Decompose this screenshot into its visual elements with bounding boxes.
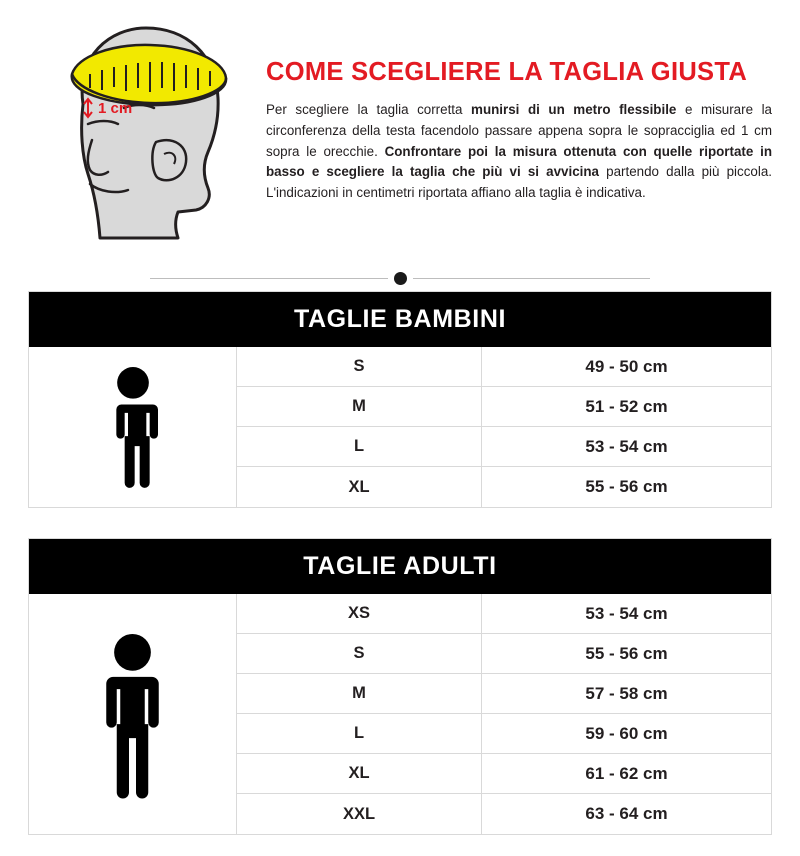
divider-line-left (150, 278, 388, 279)
intro-paragraph: Per scegliere la taglia corretta munirsi di un metro flessibile e misurare la circonferenza della testa facendolo passare appena sopra le sopracciglia ed 1 cm sopra le orecchie. Confrontare poi la misura ottenuta con quelle riportate in basso e scegliere la taglia che più vi si avvicina partendo dalla più piccola. L'indicazioni in centimetri riportata affiano alla taglia è indicativa. (266, 102, 773, 201)
size-label: S (237, 347, 482, 386)
table-row (237, 714, 771, 754)
size-measure: 53 - 54 cm (585, 603, 668, 623)
table-kids-body (29, 347, 771, 507)
intro-text-block (258, 8, 772, 247)
intro-section (0, 0, 800, 247)
divider-dot (394, 272, 407, 285)
size-label: XL (237, 467, 482, 507)
table-row (237, 347, 771, 387)
size-label: M (237, 674, 482, 713)
table-row (237, 387, 771, 427)
table-kids-title: TAGLIE BAMBINI (29, 292, 771, 347)
size-label: XXL (237, 794, 482, 834)
size-measure: 63 - 64 cm (585, 804, 668, 823)
table-row (237, 594, 771, 634)
table-adults-body (29, 594, 771, 834)
head-measurement-illustration (28, 8, 258, 247)
size-label: S (237, 634, 482, 673)
illustration-label: 1 cm (98, 100, 133, 117)
size-measure: 55 - 56 cm (585, 643, 668, 663)
table-adults-title: TAGLIE ADULTI (29, 539, 771, 594)
size-measure: 49 - 50 cm (585, 356, 668, 376)
size-measure: 57 - 58 cm (585, 683, 668, 703)
page-title: COME SCEGLIERE LA TAGLIA GIUSTA (266, 58, 748, 86)
table-kids-rows (237, 347, 771, 507)
table-row (237, 674, 771, 714)
child-figure-icon (29, 347, 237, 507)
size-measure: 55 - 56 cm (585, 477, 668, 496)
table-kids (28, 291, 772, 508)
size-label: L (237, 427, 482, 466)
size-label: L (237, 714, 482, 753)
section-divider (150, 265, 650, 291)
divider-line-right (413, 278, 651, 279)
size-measure: 59 - 60 cm (585, 723, 668, 743)
table-adults-rows (237, 594, 771, 834)
size-measure: 53 - 54 cm (585, 436, 668, 456)
size-label: XL (237, 754, 482, 793)
size-measure: 61 - 62 cm (585, 763, 668, 783)
table-row (237, 427, 771, 467)
table-adults (28, 538, 772, 835)
table-row (237, 467, 771, 507)
size-label: M (237, 387, 482, 426)
table-row (237, 634, 771, 674)
table-row (237, 794, 771, 834)
size-measure: 51 - 52 cm (585, 396, 668, 416)
size-label: XS (237, 594, 482, 633)
table-row (237, 754, 771, 794)
adult-figure-icon (29, 594, 237, 834)
